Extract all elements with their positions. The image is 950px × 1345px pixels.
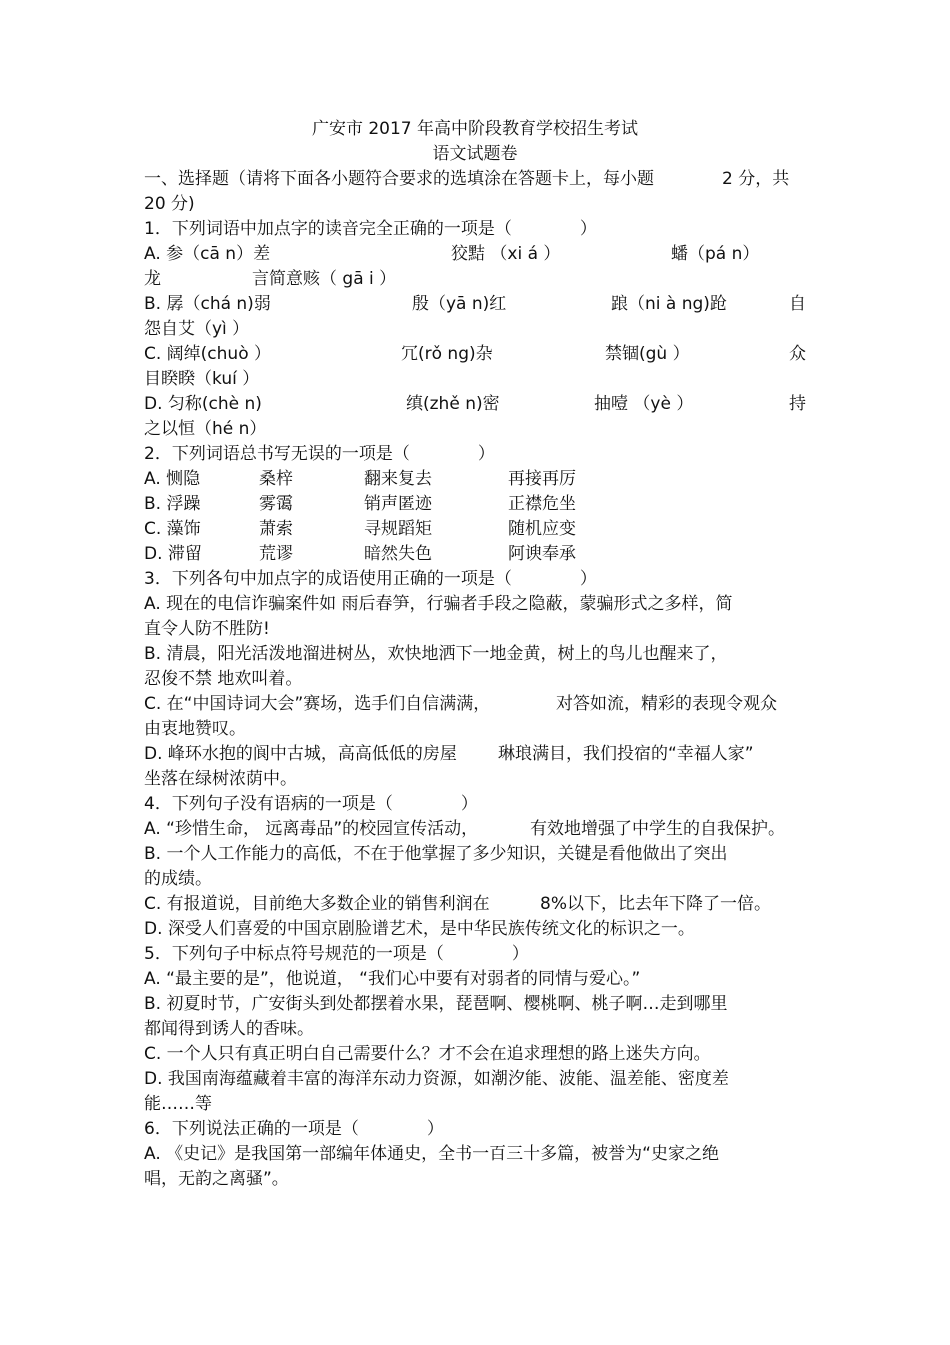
- q1-option-d-2: 缜(zhě n)密: [406, 394, 500, 414]
- q2-option-b-4: 正襟危坐: [508, 494, 576, 514]
- q2-option-d-1: D. 滞留: [144, 544, 202, 564]
- q3-option-a-1: A. 现在的电信诈骗案件如 雨后春笋，行骗者手段之隐蔽，蒙骗形式之多样，简: [144, 594, 733, 614]
- q2-option-d-3: 暗然失色: [364, 544, 432, 564]
- q3-option-c-3: 由衷地赞叹。: [144, 719, 246, 739]
- q6-stem: 6．下列说法正确的一项是（ ）: [144, 1119, 444, 1139]
- q3-option-c-1: C. 在“中国诗词大会”赛场，选手们自信满满，: [144, 694, 491, 714]
- q1-option-d-5: 之以恒（hé n）: [144, 419, 267, 439]
- q2-stem: 2．下列词语总书写无误的一项是（ ）: [144, 444, 495, 464]
- q1-option-c-2: 冗(rǒ ng)杂: [401, 344, 493, 364]
- q4-option-d-1: D. 深受人们喜爱的中国京剧脸谱艺术，是中华民族传统文化的标识之一。: [144, 919, 695, 939]
- q1-option-d-4: 持: [789, 394, 806, 414]
- q1-option-c-4: 众: [789, 344, 806, 364]
- q2-option-b-2: 雾霭: [259, 494, 293, 514]
- section-heading: 一、选择题（请将下面各小题符合要求的选填涂在答题卡上，每小题: [144, 169, 654, 189]
- q2-option-c-2: 萧索: [259, 519, 293, 539]
- q5-option-a-1: A. “最主要的是”，他说道， “我们心中要有对弱者的同情与爱心。”: [144, 969, 641, 989]
- q2-option-b-3: 销声匿迹: [364, 494, 432, 514]
- q4-option-c-1: C. 有报道说，目前绝大多数企业的销售利润在: [144, 894, 490, 914]
- q1-option-b-3: 踉（ni à ng)跄: [611, 294, 727, 314]
- exam-title: 广安市 2017 年高中阶段教育学校招生考试: [311, 119, 639, 139]
- q4-stem: 4．下列句子没有语病的一项是（ ）: [144, 794, 478, 814]
- q2-option-a-2: 桑梓: [259, 469, 293, 489]
- q3-option-c-2: 对答如流，精彩的表现令观众: [556, 694, 777, 714]
- q2-option-a-3: 翻来复去: [364, 469, 432, 489]
- q3-option-a-2: 直令人防不胜防!: [144, 619, 270, 639]
- q2-option-a-1: A. 恻隐: [144, 469, 201, 489]
- q5-option-b-2: 都闻得到诱人的香味。: [144, 1019, 314, 1039]
- q1-option-b-2: 殷（yā n)红: [412, 294, 507, 314]
- q1-option-b-1: B. 孱（chá n)弱: [144, 294, 271, 314]
- q5-option-d-2: 能……等: [144, 1094, 212, 1114]
- q3-option-b-2: 忍俊不禁 地欢叫着。: [144, 669, 303, 689]
- q2-option-a-4: 再接再厉: [508, 469, 576, 489]
- q4-option-a-1: A. “珍惜生命， 远离毒品”的校园宣传活动，: [144, 819, 479, 839]
- q6-option-a-2: 唱，无韵之离骚”。: [144, 1169, 289, 1189]
- q1-option-a-1: A. 参（cā n）差: [144, 244, 271, 264]
- section-heading-total: 20 分): [144, 194, 195, 214]
- q1-option-c-3: 禁锢(gù ）: [605, 344, 690, 364]
- q5-option-c-1: C. 一个人只有真正明白自己需要什么？才不会在追求理想的路上迷失方向。: [144, 1044, 711, 1064]
- q4-option-b-2: 的成绩。: [144, 869, 212, 889]
- q1-option-d-3: 抽噎 （yè ）: [594, 394, 694, 414]
- q3-stem: 3．下列各句中加点字的成语使用正确的一项是（ ）: [144, 569, 597, 589]
- q2-option-d-4: 阿谀奉承: [508, 544, 576, 564]
- q1-option-d-1: D. 匀称(chè n): [144, 394, 262, 414]
- q2-option-d-2: 荒谬: [259, 544, 293, 564]
- q3-option-d-3: 坐落在绿树浓荫中。: [144, 769, 297, 789]
- q4-option-c-2: 8%以下，比去年下降了一倍。: [540, 894, 771, 914]
- q2-option-c-3: 寻规蹈矩: [364, 519, 432, 539]
- q1-option-c-1: C. 阔绰(chuò ）: [144, 344, 272, 364]
- q3-option-b-1: B. 清晨，阳光活泼地溜进树丛，欢快地洒下一地金黄，树上的鸟儿也醒来了，: [144, 644, 728, 664]
- q1-option-b-5: 怨自艾（yì ）: [144, 319, 250, 339]
- q1-option-a-3: 蟠（pá n）: [671, 244, 760, 264]
- q1-option-a-5: 言简意赅（ gā i ）: [252, 269, 397, 289]
- q1-option-a-2: 狡黠 （xi á ）: [451, 244, 561, 264]
- q2-option-b-1: B. 浮躁: [144, 494, 201, 514]
- exam-subtitle: 语文试题卷: [432, 144, 518, 164]
- q5-option-b-1: B. 初夏时节，广安街头到处都摆着水果，琵琶啊、樱桃啊、桃子啊…走到哪里: [144, 994, 728, 1014]
- q2-option-c-1: C. 藻饰: [144, 519, 201, 539]
- q2-option-c-4: 随机应变: [508, 519, 576, 539]
- section-heading-score: 2 分，共: [722, 169, 790, 189]
- q4-option-b-1: B. 一个人工作能力的高低，不在于他掌握了多少知识，关键是看他做出了突出: [144, 844, 728, 864]
- q5-option-d-1: D. 我国南海蕴藏着丰富的海洋东动力资源，如潮汐能、波能、温差能、密度差: [144, 1069, 729, 1089]
- q1-option-a-4: 龙: [144, 269, 161, 289]
- q3-option-d-1: D. 峰环水抱的阆中古城，高高低低的房屋: [144, 744, 457, 764]
- q1-option-c-5: 目睽睽（kuí ）: [144, 369, 260, 389]
- q5-stem: 5．下列句子中标点符号规范的一项是（ ）: [144, 944, 529, 964]
- q1-stem: 1．下列词语中加点字的读音完全正确的一项是（ ）: [144, 219, 597, 239]
- q3-option-d-2: 琳琅满目，我们投宿的“幸福人家”: [498, 744, 754, 764]
- q1-option-b-4: 自: [789, 294, 806, 314]
- q6-option-a-1: A. 《史记》是我国第一部编年体通史，全书一百三十多篇，被誉为“史家之绝: [144, 1144, 719, 1164]
- q4-option-a-2: 有效地增强了中学生的自我保护。: [530, 819, 785, 839]
